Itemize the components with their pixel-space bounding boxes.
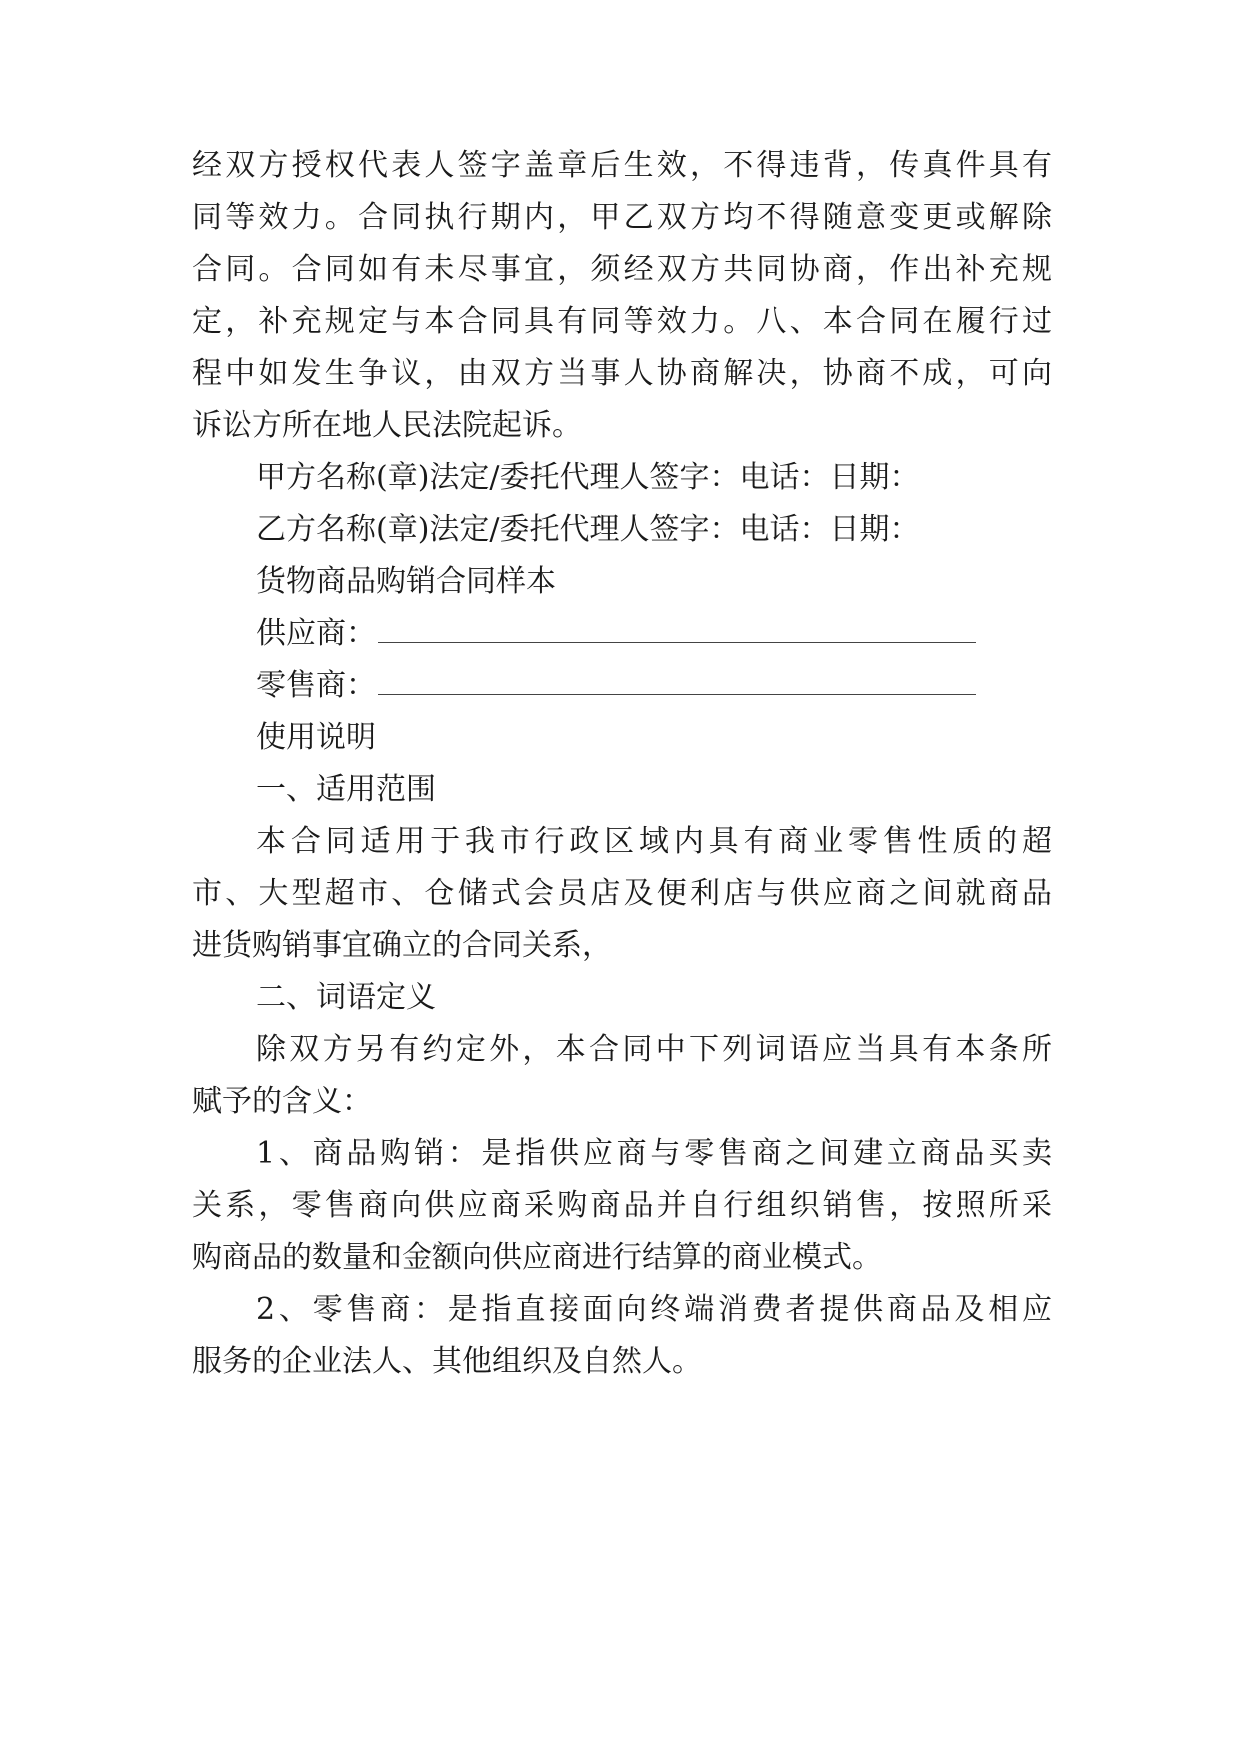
section-2-line: 赋予的含义： xyxy=(192,1084,372,1119)
retailer-field xyxy=(256,666,976,706)
definition-1-line: 关系，零售商向供应商采购商品并自行组织销售，按照所采 xyxy=(192,1188,1052,1223)
paragraph-line: 合同。合同如有未尽事宜，须经双方共同协商，作出补充规 xyxy=(192,252,1052,287)
section-1-line: 进货购销事宜确立的合同关系， xyxy=(192,928,612,963)
section-2-heading: 二、词语定义 xyxy=(256,980,436,1015)
party-b-signature-line: 乙方名称(章)法定/委托代理人签字：电话：日期： xyxy=(256,512,920,547)
supplier-label: 供应商： xyxy=(256,616,376,651)
paragraph-line: 诉讼方所在地人民法院起诉。 xyxy=(192,408,582,443)
section-1-line: 本合同适用于我市行政区域内具有商业零售性质的超 xyxy=(256,824,1052,859)
definition-1-line: 1、商品购销：是指供应商与零售商之间建立商品买卖 xyxy=(256,1136,1052,1171)
retailer-blank-line xyxy=(378,666,976,695)
party-a-signature-line: 甲方名称(章)法定/委托代理人签字：电话：日期： xyxy=(256,460,920,495)
usage-heading: 使用说明 xyxy=(256,720,376,755)
paragraph-line: 经双方授权代表人签字盖章后生效，不得违背，传真件具有 xyxy=(192,148,1052,183)
paragraph-line: 定，补充规定与本合同具有同等效力。八、本合同在履行过 xyxy=(192,304,1052,339)
supplier-field xyxy=(256,614,976,654)
supplier-blank-line xyxy=(378,614,976,643)
retailer-label: 零售商： xyxy=(256,668,376,703)
paragraph-line: 同等效力。合同执行期内，甲乙双方均不得随意变更或解除 xyxy=(192,200,1052,235)
section-2-line: 除双方另有约定外，本合同中下列词语应当具有本条所 xyxy=(256,1032,1052,1067)
contract-sample-title: 货物商品购销合同样本 xyxy=(256,564,556,599)
paragraph-line: 程中如发生争议，由双方当事人协商解决，协商不成，可向 xyxy=(192,356,1052,391)
section-1-line: 市、大型超市、仓储式会员店及便利店与供应商之间就商品 xyxy=(192,876,1052,911)
section-1-heading: 一、适用范围 xyxy=(256,772,436,807)
definition-2-line: 2、零售商：是指直接面向终端消费者提供商品及相应 xyxy=(256,1292,1052,1327)
definition-1-line: 购商品的数量和金额向供应商进行结算的商业模式。 xyxy=(192,1240,882,1275)
definition-2-line: 服务的企业法人、其他组织及自然人。 xyxy=(192,1344,702,1379)
